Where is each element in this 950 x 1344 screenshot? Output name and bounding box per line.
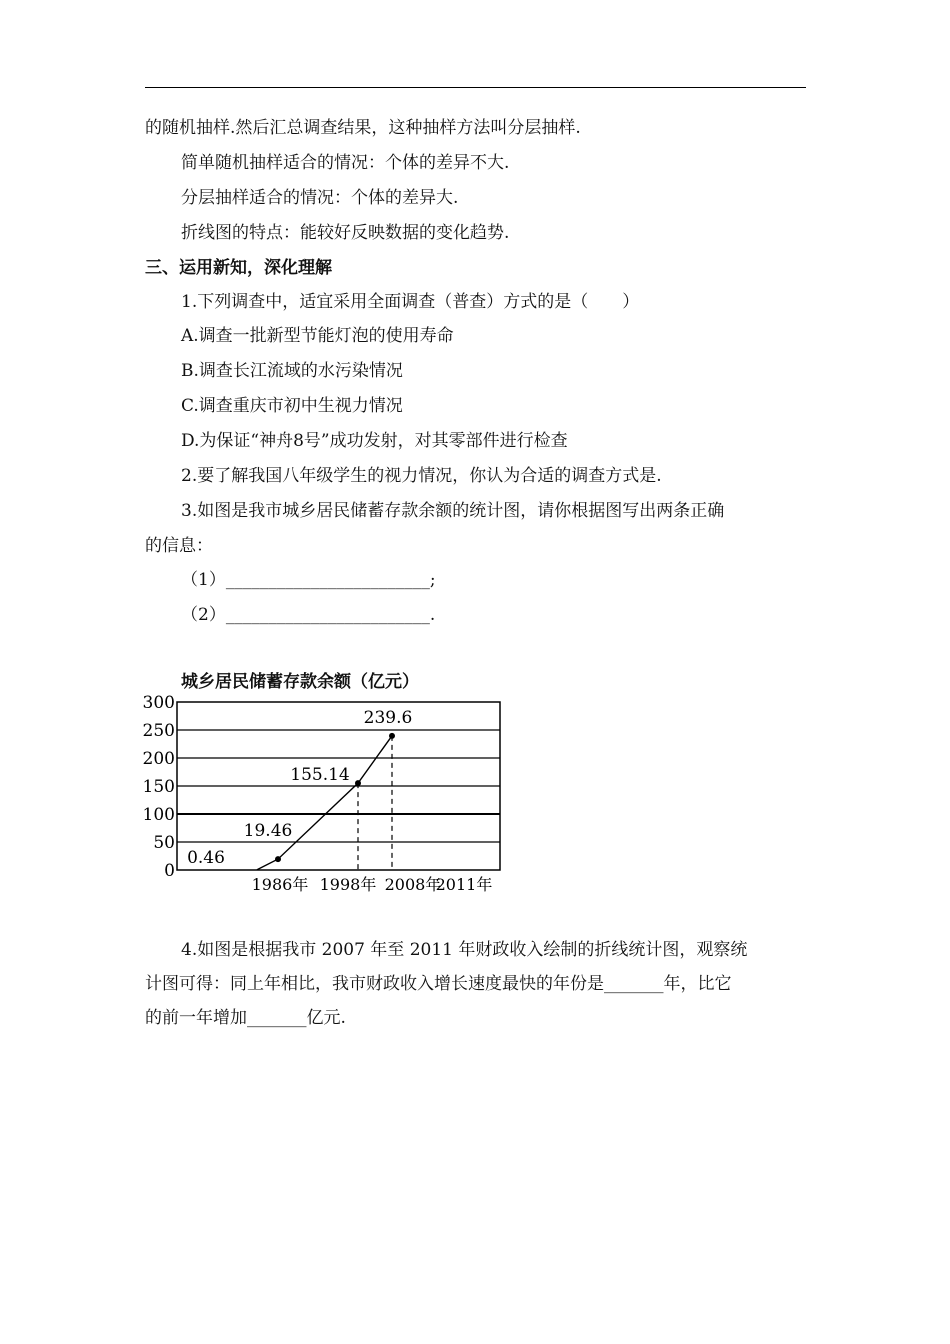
y-tick-label: 100 <box>142 805 175 825</box>
question-4-cont-2: 的前一年增加_______亿元. <box>145 1008 346 1028</box>
data-label: 239.6 <box>363 708 413 728</box>
y-tick-label: 0 <box>164 861 175 881</box>
option-b: B.调查长江流域的水污染情况 <box>181 361 403 381</box>
x-tick-label: 1986年 <box>251 875 309 894</box>
chart-title: 城乡居民储蓄存款余额（亿元） <box>181 672 419 692</box>
section-heading: 三、运用新知，深化理解 <box>145 258 332 278</box>
data-point <box>355 780 361 786</box>
data-point <box>389 733 395 739</box>
x-tick-label: 2011年 <box>435 875 493 894</box>
savings-line-chart <box>140 690 493 895</box>
y-tick-label: 200 <box>142 749 175 769</box>
y-tick-label: 300 <box>142 693 175 713</box>
y-tick-label: 50 <box>153 833 175 853</box>
question-4-cont-1: 计图可得：同上年相比，我市财政收入增长速度最快的年份是_______年，比它 <box>145 974 732 994</box>
text-line-2: 简单随机抽样适合的情况：个体的差异不大. <box>181 153 510 173</box>
y-tick-label: 250 <box>142 721 175 741</box>
answer-blank-1: （1）________________________; <box>181 570 436 590</box>
answer-blank-2: （2）________________________. <box>181 605 436 625</box>
text-line-1: 的随机抽样.然后汇总调查结果，这种抽样方法叫分层抽样. <box>145 118 581 138</box>
question-2: 2.要了解我国八年级学生的视力情况，你认为合适的调查方式是. <box>181 466 662 486</box>
x-tick-label: 2008年 <box>384 875 442 894</box>
question-3: 3.如图是我市城乡居民储蓄存款余额的统计图，请你根据图写出两条正确 <box>181 501 725 521</box>
y-tick-label: 150 <box>142 777 175 797</box>
data-label: 155.14 <box>290 765 350 785</box>
question-4: 4.如图是根据我市 2007 年至 2011 年财政收入绘制的折线统计图，观察统 <box>181 940 748 960</box>
question-3-cont: 的信息： <box>145 536 213 556</box>
x-tick-label: 1998年 <box>319 875 377 894</box>
series-line <box>257 736 392 870</box>
data-label: 19.46 <box>243 821 293 841</box>
header-rule <box>145 87 806 88</box>
option-a: A.调查一批新型节能灯泡的使用寿命 <box>181 326 454 346</box>
data-label: 0.46 <box>187 848 225 868</box>
text-line-4: 折线图的特点：能较好反映数据的变化趋势. <box>181 223 510 243</box>
option-c: C.调查重庆市初中生视力情况 <box>181 396 403 416</box>
data-point <box>275 856 281 862</box>
option-d: D.为保证“神舟8号”成功发射，对其零部件进行检查 <box>181 431 568 451</box>
text-line-3: 分层抽样适合的情况：个体的差异大. <box>181 188 459 208</box>
question-1: 1.下列调查中，适宜采用全面调查（普查）方式的是（ ） <box>181 292 640 312</box>
